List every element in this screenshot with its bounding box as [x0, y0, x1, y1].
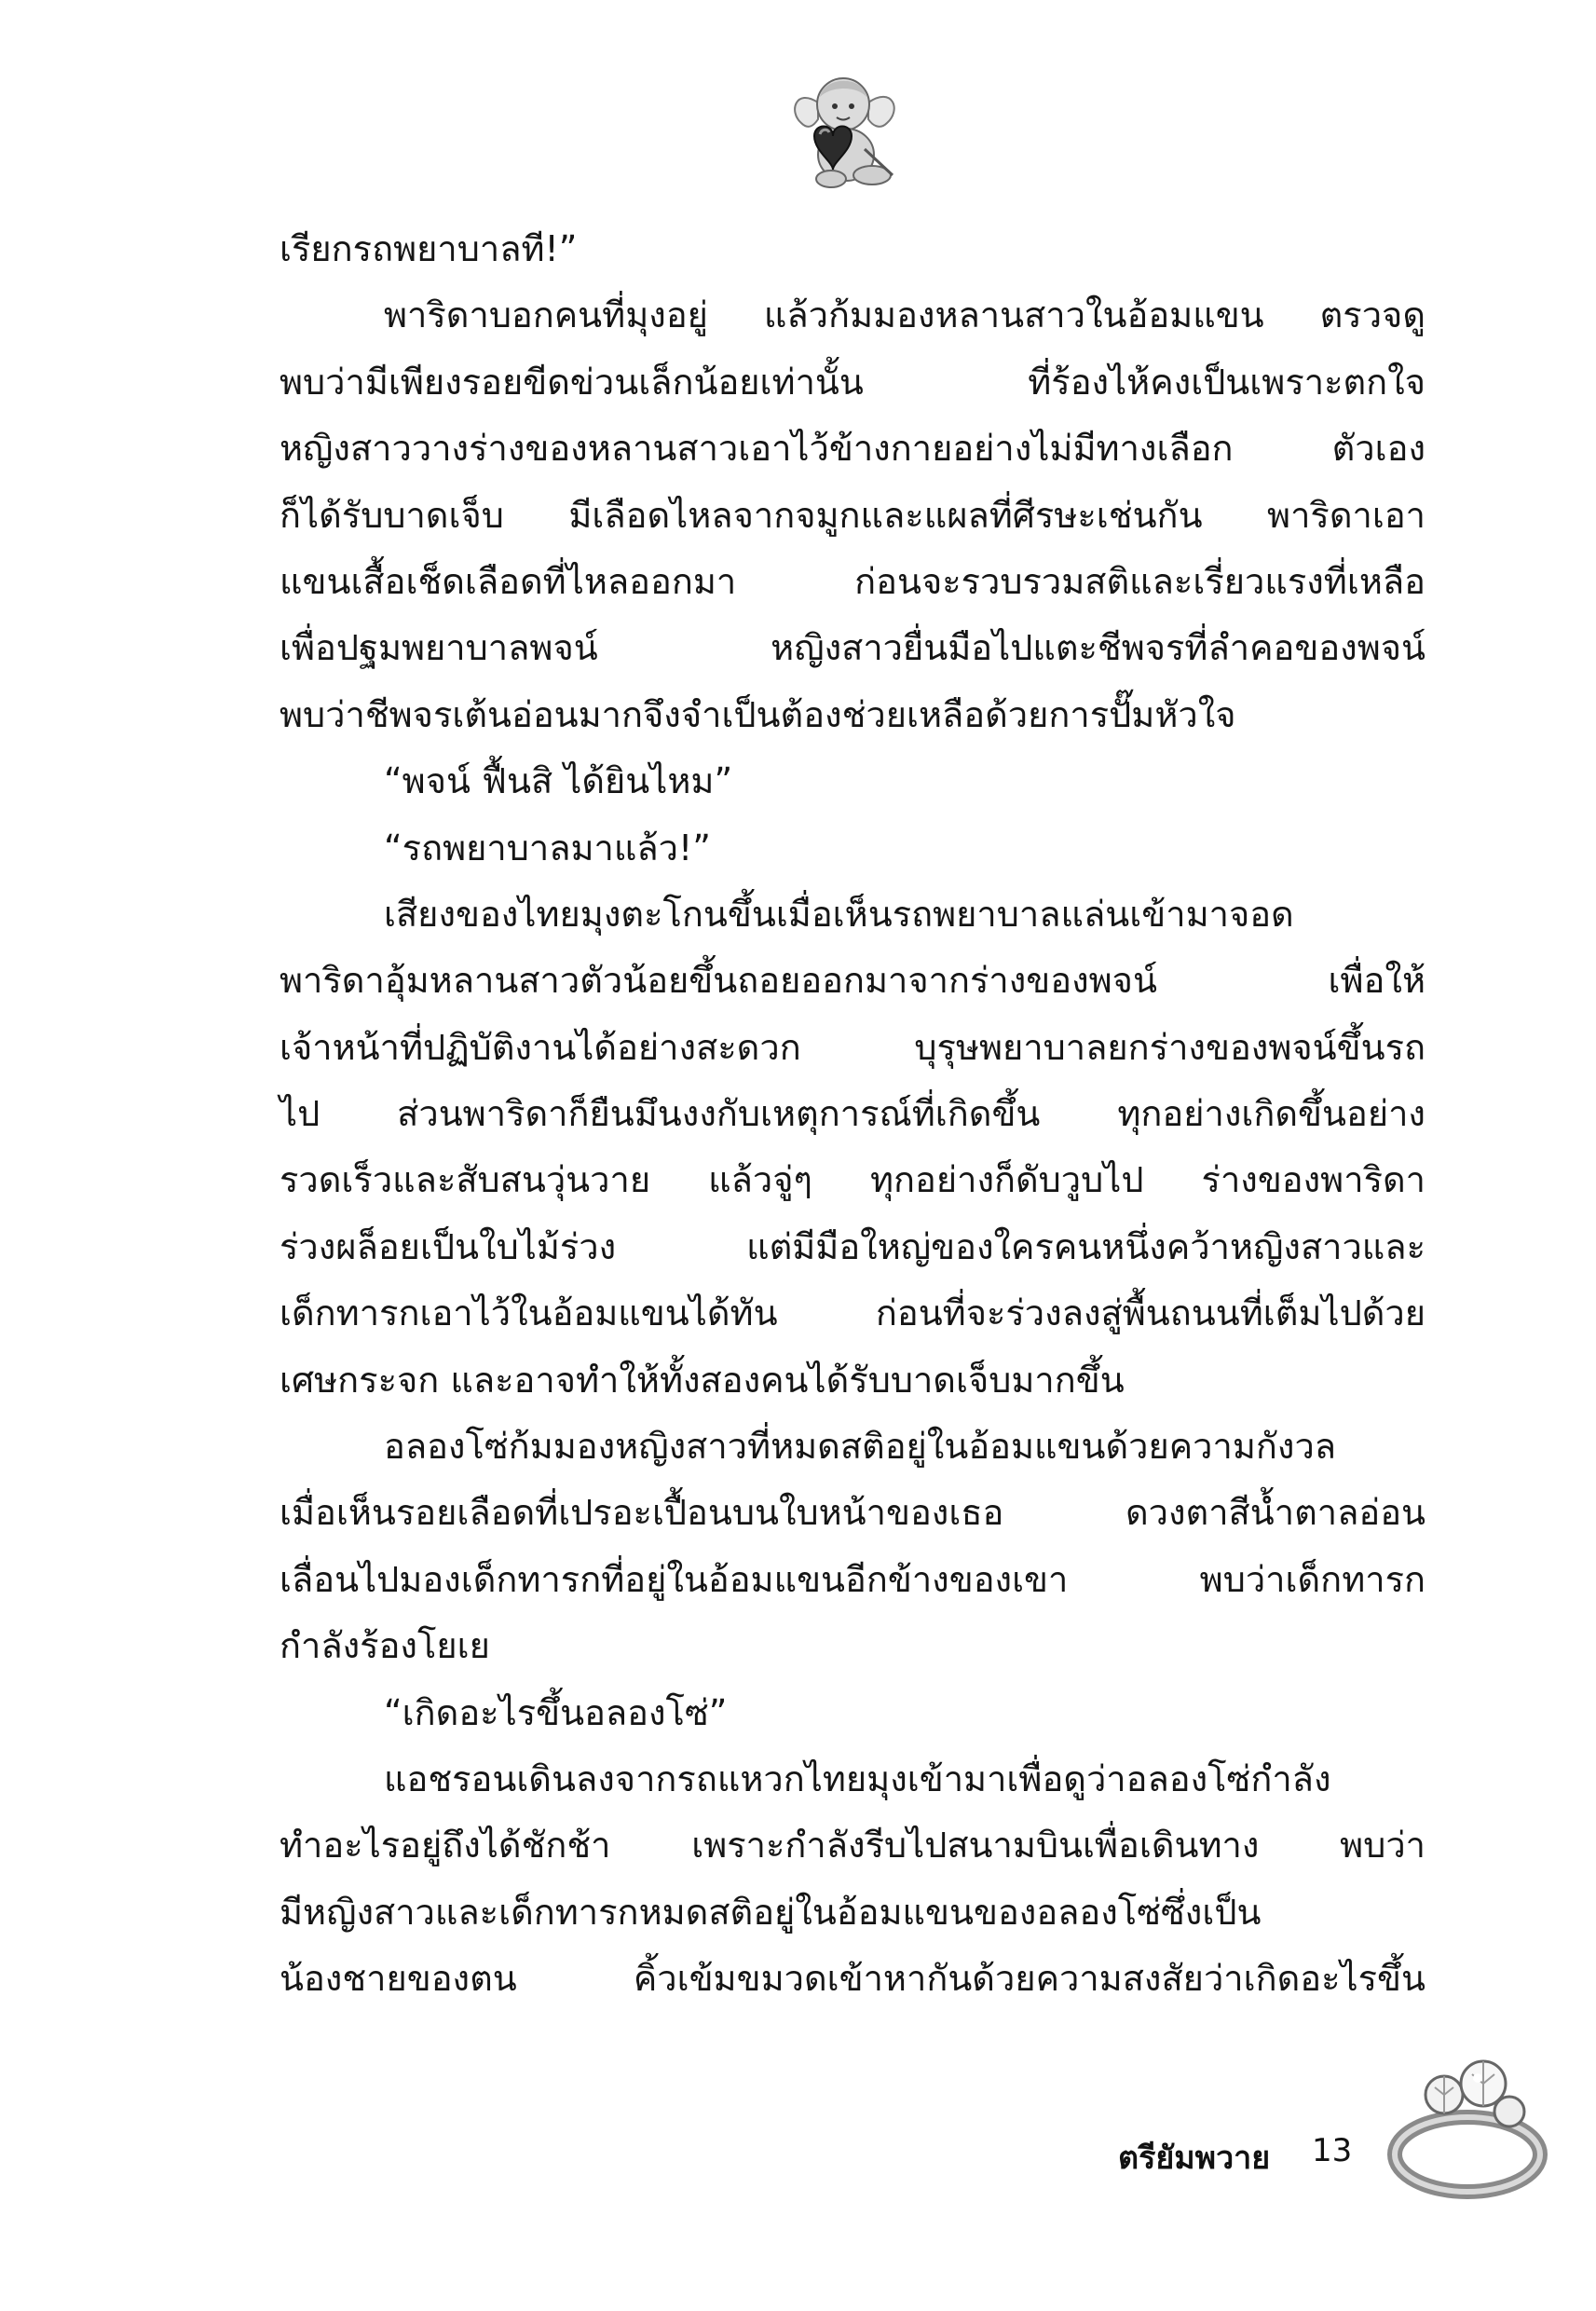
text-line: เสียงของไทยมุงตะโกนขึ้นเมื่อเห็นรถพยาบาลแล่นเข้ามาจอด	[384, 893, 1294, 935]
page-number: 13	[1312, 2132, 1353, 2169]
text-line: หญิงสาววางร่างของหลานสาวเอาไว้ข้างกายอย่างไม่มีทางเลือก ตัวเอง	[280, 428, 1425, 470]
text-line: เมื่อเห็นรอยเลือดที่เปรอะเปื้อนบนใบหน้าของเธอ ดวงตาสีน้ำตาลอ่อน	[280, 1492, 1425, 1534]
text-line: กำลังร้องโยเย	[280, 1625, 490, 1667]
story-text	[280, 216, 1425, 2013]
text-line: ไป ส่วนพาริดาก็ยืนมึนงงกับเหตุการณ์ที่เกิดขึ้น ทุกอย่างเกิดขึ้นอย่าง	[280, 1093, 1425, 1135]
dialogue-line: “พจน์ ฟื้นสิ ได้ยินไหม”	[384, 760, 733, 802]
text-line: ก็ได้รับบาดเจ็บ มีเลือดไหลจากจมูกและแผลที่ศีรษะเช่นกัน พาริดาเอา	[280, 494, 1425, 536]
text-line: เจ้าหน้าที่ปฏิบัติงานได้อย่างสะดวก บุรุษพยาบาลยกร่างของพจน์ขึ้นรถ	[280, 1026, 1425, 1068]
text-line: แอชรอนเดินลงจากรถแหวกไทยมุงเข้ามาเพื่อดูว่าอลองโซ่กำลัง	[384, 1757, 1331, 1799]
text-line: แขนเสื้อเช็ดเลือดที่ไหลออกมา ก่อนจะรวบรวมสติและเรี่ยวแรงที่เหลือ	[280, 560, 1425, 602]
text-line: เรียกรถพยาบาลที!”	[280, 228, 578, 269]
book-title: ตรียัมพวาย	[1118, 2140, 1271, 2177]
text-line: พบว่าชีพจรเต้นอ่อนมากจึงจำเป็นต้องช่วยเหลือด้วยการปั๊มหัวใจ	[280, 693, 1236, 735]
text-line: พบว่ามีเพียงรอยขีดข่วนเล็กน้อยเท่านั้น ที่ร้องไห้คงเป็นเพราะตกใจ	[280, 361, 1425, 403]
text-line: มีหญิงสาวและเด็กทารกหมดสติอยู่ในอ้อมแขนของอลองโซ่ซึ่งเป็น	[280, 1891, 1262, 1933]
text-line: พาริดาอุ้มหลานสาวตัวน้อยขึ้นถอยออกมาจากร่างของพจน์ เพื่อให้	[280, 960, 1425, 1002]
dialogue-line: “รถพยาบาลมาแล้ว!”	[384, 827, 711, 868]
text-line: เศษกระจก และอาจทำให้ทั้งสองคนได้รับบาดเจ็บมากขึ้น	[280, 1359, 1125, 1401]
text-line: เด็กทารกเอาไว้ในอ้อมแขนได้ทัน ก่อนที่จะร่วงลงสู่พื้นถนนที่เต็มไปด้วย	[280, 1292, 1425, 1334]
text-line: เพื่อปฐมพยาบาลพจน์ หญิงสาวยื่นมือไปแตะชีพจรที่ลำคอของพจน์	[280, 627, 1425, 669]
dialogue-line: “เกิดอะไรขึ้นอลองโซ่”	[384, 1691, 728, 1733]
text-line: ร่วงผล็อยเป็นใบไม้ร่วง แต่มีมือใหญ่ของใครคนหนึ่งคว้าหญิงสาวและ	[280, 1225, 1425, 1267]
text-line: อลองโซ่ก้มมองหญิงสาวที่หมดสติอยู่ในอ้อมแขนด้วยความกังวล	[384, 1426, 1337, 1468]
text-line: ทำอะไรอยู่ถึงได้ชักช้า เพราะกำลังรีบไปสนามบินเพื่อเดินทาง พบว่า	[280, 1825, 1425, 1867]
text-line: เลื่อนไปมองเด็กทารกที่อยู่ในอ้อมแขนอีกข้างของเขา พบว่าเด็กทารก	[280, 1558, 1425, 1600]
cherub-with-heart-icon	[783, 65, 904, 191]
text-line: พาริดาบอกคนที่มุงอยู่ แล้วก้มมองหลานสาวในอ้อมแขน ตรวจดู	[384, 294, 1425, 336]
diamond-ring-icon	[1379, 2050, 1556, 2208]
text-line: รวดเร็วและสับสนวุ่นวาย แล้วจู่ๆ ทุกอย่างก็ดับวูบไป ร่างของพาริดา	[280, 1159, 1425, 1201]
text-line: น้องชายของตน คิ้วเข้มขมวดเข้าหากันด้วยความสงสัยว่าเกิดอะไรขึ้น	[280, 1958, 1425, 2000]
